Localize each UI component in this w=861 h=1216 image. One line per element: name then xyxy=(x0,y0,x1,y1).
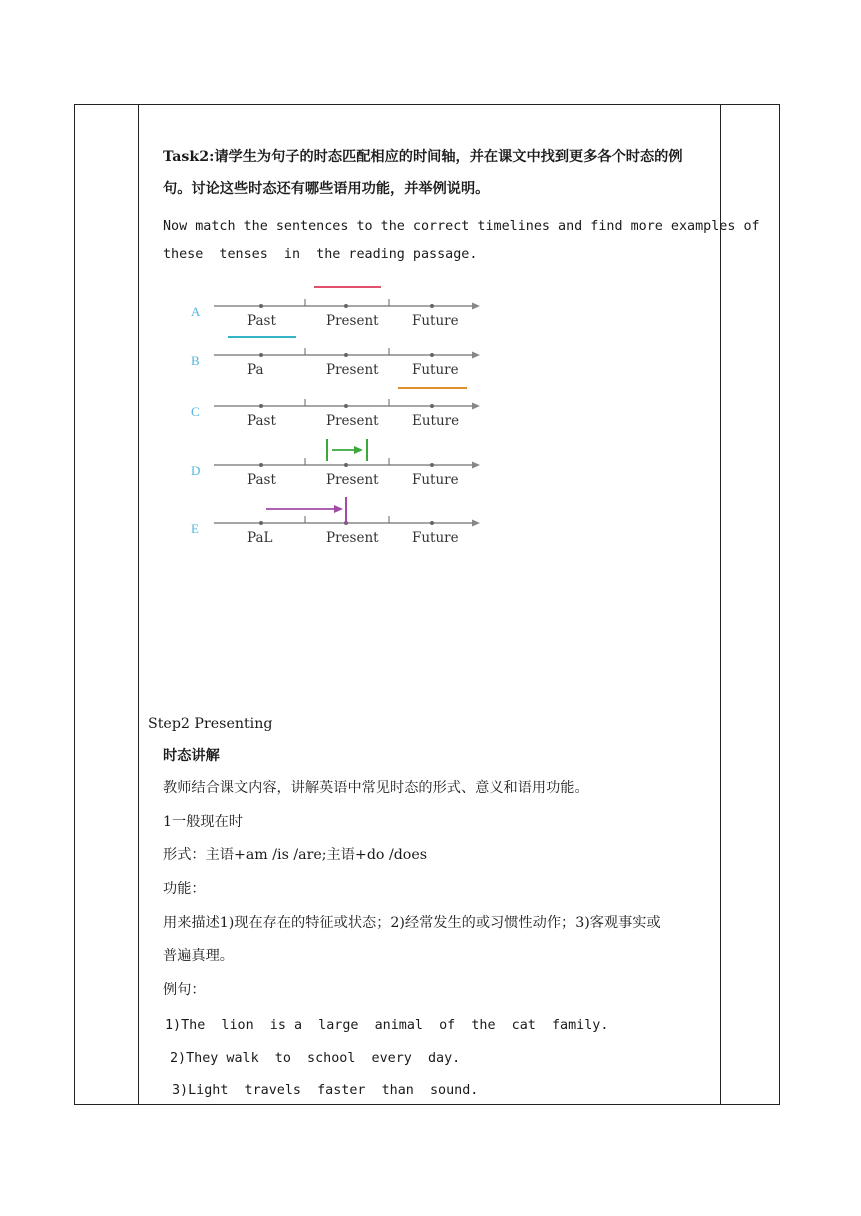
timeline-d-arrowhead xyxy=(354,446,363,454)
timeline-label-present: Present xyxy=(326,530,379,546)
timeline-e-arrowhead xyxy=(334,505,343,513)
timeline-dot xyxy=(344,404,348,408)
timeline-label-present: Present xyxy=(326,413,379,429)
timeline-dot xyxy=(430,404,434,408)
timeline-dot xyxy=(430,521,434,525)
step2-intro: 教师结合课文内容，讲解英语中常见时态的形式、意义和语用功能。 xyxy=(163,780,589,796)
timeline-dot xyxy=(430,304,434,308)
tense-usage-line1: 用来描述1)现在存在的特征或状态；2)经常发生的或习惯性动作；3)客观事实或 xyxy=(163,915,661,931)
table-column-divider-right xyxy=(720,104,721,1105)
timeline-label-future: Future xyxy=(412,313,459,329)
timeline-dot xyxy=(259,404,263,408)
table-column-divider-left xyxy=(138,104,139,1105)
tense-item-1: 1一般现在时 xyxy=(163,814,243,830)
timeline-label-past: Past xyxy=(247,313,276,329)
timeline-label-present: Present xyxy=(326,472,379,488)
example-sentence-3: 3)Light travels faster than sound. xyxy=(172,1083,479,1098)
timeline-label-past: Past xyxy=(247,413,276,429)
examples-label: 例句： xyxy=(163,982,206,998)
tense-form: 形式：主语+am /is /are;主语+do /does xyxy=(163,847,428,863)
tense-timelines-figure xyxy=(186,282,486,557)
timeline-arrowhead xyxy=(472,403,480,410)
task2-line2: 句。讨论这些时态还有哪些语用功能，并举例说明。 xyxy=(163,181,490,197)
timeline-arrowhead xyxy=(472,520,480,527)
timeline-label-future: Future xyxy=(412,472,459,488)
timeline-letter-c: C xyxy=(191,404,200,419)
example-sentence-1: 1)The lion is a large animal of the cat family. xyxy=(165,1018,609,1033)
task2-english-line1: Now match the sentences to the correct timelines and find more examples of xyxy=(163,219,760,234)
timeline-dot xyxy=(259,304,263,308)
timeline-letter-e: E xyxy=(191,521,199,536)
timeline-dot xyxy=(259,521,263,525)
tense-usage-line2: 普遍真理。 xyxy=(163,948,234,964)
timeline-dot xyxy=(430,463,434,467)
timeline-dot xyxy=(430,353,434,357)
timeline-label-future: Future xyxy=(412,362,459,378)
tense-function-label: 功能： xyxy=(163,881,206,897)
timeline-arrowhead xyxy=(472,352,480,359)
timeline-letter-a: A xyxy=(191,304,201,319)
timeline-dot xyxy=(344,463,348,467)
timeline-letter-b: B xyxy=(191,353,200,368)
timeline-letter-d: D xyxy=(191,463,201,478)
timeline-label-future: Euture xyxy=(412,413,460,429)
timeline-label-present: Present xyxy=(326,362,379,378)
timeline-label-past: PaL xyxy=(247,530,273,546)
timeline-dot xyxy=(259,353,263,357)
timeline-dot xyxy=(344,304,348,308)
timeline-dot xyxy=(259,463,263,467)
step2-subheading: 时态讲解 xyxy=(163,748,220,764)
timeline-label-present: Present xyxy=(326,313,379,329)
timeline-label-past: Pa xyxy=(247,362,264,378)
example-sentence-2: 2)They walk to school every day. xyxy=(170,1051,461,1066)
timeline-arrowhead xyxy=(472,462,480,469)
timeline-label-future: Future xyxy=(412,530,459,546)
timeline-arrowhead xyxy=(472,303,480,310)
task2-english-line2: these tenses in the reading passage. xyxy=(163,247,478,262)
timeline-label-past: Past xyxy=(247,472,276,488)
task2-line1: Task2:请学生为句子的时态匹配相应的时间轴，并在课文中找到更多各个时态的例 xyxy=(163,149,683,165)
timeline-dot xyxy=(344,353,348,357)
step2-heading: Step2 Presenting xyxy=(148,716,273,732)
